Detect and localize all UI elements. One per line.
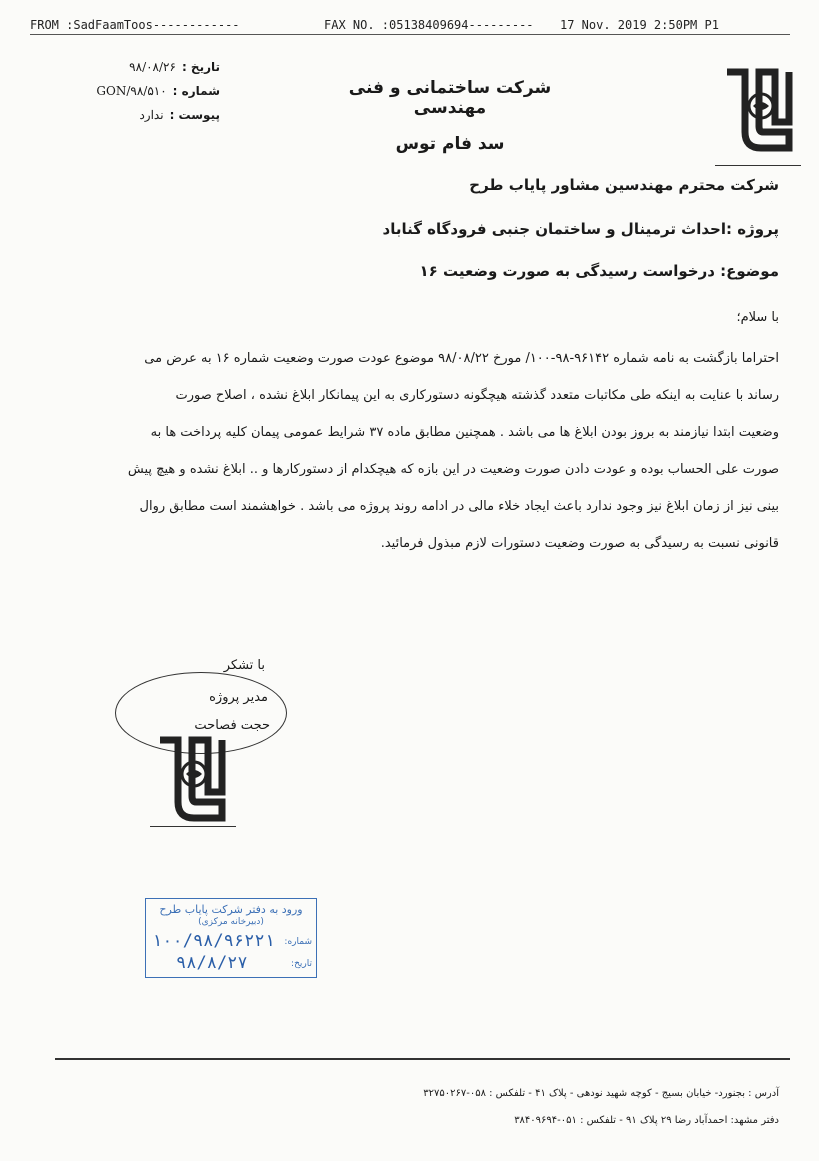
- fax-header-rule: [30, 34, 790, 35]
- received-number-label: شماره:: [284, 937, 312, 947]
- meta-attachment-row: [80, 103, 220, 127]
- received-date-value: ۹۸/۸/۲۷: [176, 953, 248, 973]
- received-stamp-subtitle: (دبیرخانه مرکزی): [198, 917, 264, 927]
- fax-header: [30, 14, 790, 36]
- recipient: شرکت محترم مهندسین مشاور پایاب طرح: [469, 176, 779, 194]
- footer-mashhad-office: دفتر مشهد: احمدآباد رضا ۲۹ پلاک ۹۱ - تلفکس : ۰۵۱-۳۸۴۰۹۶۹۴: [514, 1115, 779, 1126]
- fax-from: FROM :SadFaamToos------------: [30, 18, 240, 32]
- received-stamp-title: ورود به دفتر شرکت پایاب طرح: [159, 903, 303, 916]
- company-name-line2: سد فام توس: [395, 134, 505, 154]
- received-number-value: ۱۰۰/۹۸/۹۶۲۲۱: [152, 931, 275, 951]
- meta-date-label: تاریخ :: [181, 60, 220, 74]
- fax-date-time: 17 Nov. 2019 2:50PM P1: [560, 18, 719, 32]
- company-logo-icon: [715, 62, 801, 154]
- body-line: احتراما بازگشت به نامه شماره ۹۶۱۴۲-۹۸-۱۰۰/ مورخ ۹۸/۰۸/۲۲ موضوع عودت صورت وضعیت شماره ۱۶ به عرض می: [144, 351, 779, 366]
- meta-attachment-value: ندارد: [139, 108, 164, 122]
- received-date-label: تاریخ:: [291, 959, 312, 969]
- company-name: [320, 78, 580, 154]
- meta-number-label: شماره :: [172, 84, 220, 98]
- project-title: پروژه :احداث ترمینال و ساختمان جنبی فرودگاه گناباد: [382, 220, 779, 238]
- received-stamp: [145, 898, 317, 978]
- body-line: قانونی نسبت به رسیدگی به صورت وضعیت دستورات لازم مبذول فرمائید.: [380, 536, 779, 551]
- body-line: وضعیت ابتدا نیازمند به بروز بودن ابلاغ ها می باشد . همچنین مطابق ماده ۳۷ شرایط عمومی پیمان کلیه پرداخت ها به: [150, 425, 779, 440]
- footer-rule: [55, 1058, 790, 1060]
- meta-number-row: [80, 79, 220, 103]
- meta-date-value: ۹۸/۰۸/۲۶: [129, 60, 176, 74]
- meta-number-value: GON/۹۸/۵۱۰: [96, 84, 167, 98]
- body-line: بینی نیز از زمان ابلاغ نیز وجود ندارد باعث ایجاد خلاء مالی در ادامه روند پروژه می باشد . خواهشمند است مطابق روال: [139, 499, 779, 514]
- meta-date-row: [80, 55, 220, 79]
- signer-title: مدیر پروژه: [209, 690, 268, 705]
- footer-address: آدرس : بجنورد- خیابان بسیج - کوچه شهید نودهی - پلاک ۴۱ - تلفکس : ۰۵۸-۳۲۷۵۰۲۶۷: [423, 1088, 779, 1099]
- company-stamp-icon: [150, 728, 236, 824]
- body-line: صورت علی الحساب بوده و عودت دادن صورت وضعیت در این بازه که هیچکدام از دستورکارها و .. ابلاغ نشده و هیچ پیش: [127, 462, 779, 477]
- stamp-underline: [150, 826, 236, 827]
- subject: موضوع: درخواست رسیدگی به صورت وضعیت ۱۶: [419, 262, 779, 280]
- letter-meta: [80, 55, 220, 127]
- company-name-line1: شرکت ساختمانی و فنی مهندسی: [348, 78, 552, 118]
- logo-underline: [715, 165, 801, 166]
- meta-attachment-label: پیوست :: [169, 108, 220, 122]
- body-line: رساند با عنایت به اینکه طی مکاتبات متعدد گذشته هیچگونه دستورکاری به این پیمانکار ابلاغ نشده ، اصلاح صورت: [175, 388, 779, 403]
- letter-body: [79, 340, 779, 562]
- greeting: با سلام؛: [736, 310, 779, 325]
- closing: با تشکر: [223, 658, 265, 673]
- fax-number: FAX NO. :05138409694---------: [324, 18, 534, 32]
- signer-name: حجت فصاحت: [194, 718, 270, 733]
